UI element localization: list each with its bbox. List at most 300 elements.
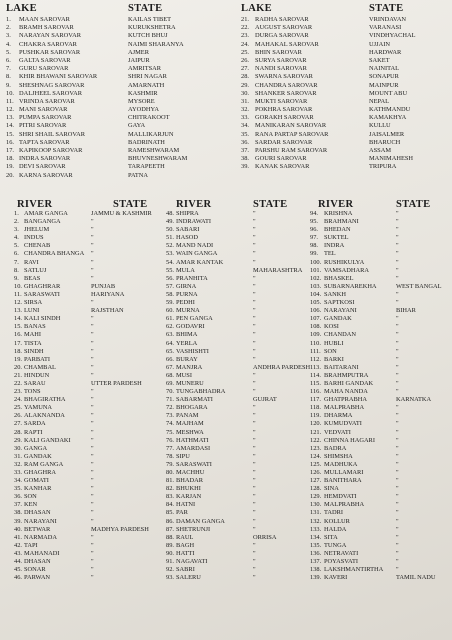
river-row-name: PURNA — [176, 290, 198, 298]
river-row-name: BHUKHI — [176, 485, 201, 493]
river-row-name: MAHA NANDA — [324, 388, 368, 396]
lake-row-no: 7. — [6, 65, 11, 73]
river-row-state: " — [253, 234, 256, 242]
lake-row-name: GOURI SAROVAR — [255, 155, 307, 163]
river-row-no: 138. — [310, 566, 322, 574]
river-row-state: " — [91, 355, 94, 363]
river-row-state: " — [396, 436, 399, 444]
river-row-state: " — [91, 485, 94, 493]
river-row-name: HASOD — [176, 234, 199, 242]
lake-row-name: KARNA SAROVAR — [19, 171, 73, 179]
lake-row-state: GAYA — [128, 122, 146, 130]
lake-state-header-right: STATE — [369, 3, 404, 14]
river-row-state: ANDHRA PARDESH — [253, 363, 311, 371]
river-row-no: 92. — [166, 566, 174, 574]
river-row-state: " — [91, 339, 94, 347]
river-row-name: SABARI — [176, 226, 200, 234]
river-row-no: 116. — [310, 388, 321, 396]
river-row-name: WAIN GANGA — [176, 250, 218, 258]
lake-row-name: TAPTA SAROVAR — [19, 138, 70, 146]
lake-row-no: 6. — [6, 56, 11, 64]
river-row-name: PARWAN — [24, 574, 51, 582]
river-row — [14, 575, 164, 583]
river-row-no: 73. — [166, 412, 174, 420]
lake-row-name: MAAN SAROVAR — [19, 16, 70, 23]
lake-row-no: 13. — [6, 114, 14, 122]
river-row-name: MALPRABHA — [324, 404, 365, 412]
river-row-name: GIRNA — [176, 282, 197, 290]
river-row-name: SANKH — [324, 290, 347, 298]
lake-row-name: KAPIKOOP SAROVAR — [19, 147, 83, 154]
river-row-name: BEAS — [24, 274, 41, 282]
river-row-no: 99. — [310, 250, 318, 258]
river-row-state: " — [253, 379, 256, 387]
lake-row-no: 5. — [6, 48, 11, 56]
river-row-no: 76. — [166, 436, 174, 444]
river-row-name: HINDUN — [24, 371, 50, 379]
river-row-name: BRAHMANI — [324, 218, 359, 226]
river-row — [166, 502, 316, 510]
river-row-no: 23. — [14, 388, 22, 396]
river-row-no: 67. — [166, 363, 174, 371]
river-row-name: SITA — [324, 533, 338, 541]
river-row-state: " — [253, 290, 256, 298]
river-row-name: KARJAN — [176, 493, 202, 501]
river-row-name: MALPRABHA — [324, 501, 365, 509]
river-row-name: RUSHIKULYA — [324, 258, 365, 266]
lake-row-state: KAILAS TIBET — [128, 16, 172, 23]
river-row-state: " — [396, 485, 399, 493]
river-row-name: GHATPRABHA — [324, 396, 367, 404]
river-row-name: SARASWATI — [24, 290, 60, 298]
river-row — [310, 575, 452, 583]
river-row-name: BAITARANI — [324, 363, 359, 371]
river-row-no: 75. — [166, 428, 174, 436]
river-row-no: 41. — [14, 533, 22, 541]
river-row-state: MAHARASHTRA — [253, 266, 303, 274]
river-row-name: YERLA — [176, 339, 198, 347]
river-row-no: 52. — [166, 242, 174, 250]
river-row-name: INDUS — [24, 234, 44, 242]
river-row-state: " — [396, 323, 399, 331]
river-list-col1 — [14, 211, 164, 583]
river-row-no: 3. — [14, 226, 19, 234]
river-row-no: 18. — [14, 347, 22, 355]
river-row-no: 72. — [166, 404, 174, 412]
river-row-no: 39. — [14, 517, 22, 525]
lake-row-no: 12. — [6, 106, 14, 114]
lake-row-no: 18. — [6, 155, 14, 163]
river-row-name: TUNGA — [324, 541, 347, 549]
lake-row-state: CHITRAKOOT — [128, 114, 170, 122]
river-row-no: 117. — [310, 396, 321, 404]
river-row-state: TAMIL NADU — [396, 574, 436, 582]
river-row-no: 43. — [14, 549, 22, 557]
river-row-state: " — [91, 234, 94, 242]
lake-row-name: SHRI SHAIL SAROVAR — [19, 130, 86, 138]
river-row-no: 7. — [14, 258, 19, 266]
river-row-no: 14. — [14, 315, 22, 323]
river-row-no: 16. — [14, 331, 22, 339]
river-row-no: 109. — [310, 331, 322, 339]
lake-row-state: SHRI NAGAR — [128, 73, 167, 81]
river-row-state: " — [396, 210, 399, 217]
lake-row-name: VRINDA SAROVAR — [19, 97, 75, 105]
river-row-state: " — [396, 444, 399, 452]
river-row-name: PEN GANGA — [176, 315, 213, 323]
river-row-no: 63. — [166, 331, 174, 339]
river-row-name: PANAM — [176, 412, 199, 420]
lake-row-no: 37. — [241, 147, 249, 154]
river-row-state: " — [396, 509, 399, 517]
lake-row-state: MAINPUR — [369, 81, 399, 89]
river-row-state: " — [91, 574, 94, 582]
river-row-no: 61. — [166, 315, 174, 323]
river-row-name: BANAS — [24, 323, 46, 331]
river-row-state: " — [253, 428, 256, 436]
lake-row-state: KASHMIR — [128, 89, 158, 97]
river-row-state: JAMMU & KASHMIR — [91, 210, 152, 217]
river-row-name: PAR — [176, 509, 188, 517]
river-row-state: " — [396, 525, 399, 533]
river-row-no: 130. — [310, 501, 322, 509]
river-row-no: 89. — [166, 541, 174, 549]
river-row-no: 77. — [166, 444, 174, 452]
lake-row-state: VRINDAVAN — [369, 16, 407, 23]
river-row-name: SINA — [324, 485, 339, 493]
river-row-state: " — [91, 436, 94, 444]
river-row-name: BHEDAN — [324, 226, 351, 234]
river-row-state: " — [91, 501, 94, 509]
river-row-state: " — [253, 323, 256, 331]
river-row-name: KUMUDVATI — [324, 420, 362, 428]
river-row-state: " — [396, 517, 399, 525]
river-row-name: GHAGHRAR — [24, 282, 61, 290]
river-row-name: SINDH — [24, 347, 44, 355]
lake-row-state: PATNA — [128, 171, 149, 179]
lake-row-name: GALTA SAROVAR — [19, 56, 71, 64]
river-row-name: SHETRUNJI — [176, 525, 211, 533]
river-row-no: 11. — [14, 290, 22, 298]
river-row-state: " — [91, 493, 94, 501]
river-row-state: " — [396, 420, 399, 428]
river-row-no: 74. — [166, 420, 174, 428]
river-row-name: BHASKEL — [324, 274, 354, 282]
river-row-name: MULLAMARI — [324, 469, 364, 476]
river-row-state: " — [91, 274, 94, 282]
river-row-name: TADRI — [324, 509, 344, 517]
river-row-no: 127. — [310, 477, 322, 485]
river-row-name: AMAR KANTAK — [176, 258, 224, 266]
river-row-no: 5. — [14, 242, 19, 250]
river-row-no: 36. — [14, 493, 22, 501]
river-row-no: 124. — [310, 452, 322, 460]
river-row-state: " — [91, 323, 94, 331]
river-row-state: " — [396, 363, 399, 371]
river-row-name: RAM GANGA — [24, 460, 64, 468]
river-row-state: " — [253, 258, 256, 266]
river-row-name: GANDAK — [324, 315, 352, 323]
river-row-name: SABRI — [176, 566, 195, 574]
river-row-state: " — [91, 469, 94, 476]
river-row-name: RAPTI — [24, 428, 43, 436]
lake-row-name: BHIN SAROVAR — [255, 48, 302, 56]
lake-row-name: BRAMH SAROVAR — [19, 24, 74, 32]
river-row-state: " — [396, 371, 399, 379]
river-header-col3: RIVER — [318, 199, 354, 210]
lake-row-state: ASSAM — [369, 147, 392, 154]
river-row-name: SUKTEL — [324, 234, 349, 242]
river-row-state: " — [91, 218, 94, 226]
river-row-state: HARIYANA — [91, 290, 125, 298]
river-row-state: " — [253, 493, 256, 501]
river-row-no: 70. — [166, 388, 174, 396]
river-row-name: MURNA — [176, 307, 200, 315]
river-row-no: 71. — [166, 396, 174, 404]
river-row-name: HUBLI — [324, 339, 344, 347]
river-row-no: 65. — [166, 347, 174, 355]
river-row-name: GANDAK — [24, 452, 52, 460]
river-row-no: 9. — [14, 274, 19, 282]
river-row-no: 90. — [166, 549, 174, 557]
lake-row-state: VARANASI — [369, 24, 402, 32]
river-row-no: 128. — [310, 485, 322, 493]
river-row-state: MADHYA PARDESH — [91, 525, 149, 533]
river-row-name: SIRSA — [24, 299, 43, 307]
river-row-no: 103. — [310, 282, 322, 290]
river-row-state: " — [396, 477, 399, 485]
lake-row-name: CHAKRA SAROVAR — [19, 40, 77, 48]
river-state-header-col3: STATE — [396, 199, 431, 210]
river-row-no: 113. — [310, 363, 321, 371]
river-row-name: KAVERI — [324, 574, 348, 582]
river-row-name: HATHMATI — [176, 436, 209, 444]
lake-row-no: 28. — [241, 73, 249, 81]
river-row-state: " — [253, 371, 256, 379]
river-row-no: 58. — [166, 290, 174, 298]
river-row-name: SAPTKOSI — [324, 299, 355, 307]
river-row-state: " — [253, 541, 256, 549]
river-row-state: " — [253, 509, 256, 517]
lake-row — [6, 173, 230, 181]
lake-row-state: AYODHYA — [128, 106, 160, 114]
river-row-state: " — [91, 517, 94, 525]
river-row-state: GUJRAT — [253, 396, 277, 404]
river-row-state: " — [91, 452, 94, 460]
river-row-state: " — [253, 210, 256, 217]
lake-row-no: 8. — [6, 73, 11, 81]
river-row-no: 48. — [166, 210, 174, 217]
river-row-state: " — [91, 226, 94, 234]
lake-row-state: UJJAIN — [369, 40, 390, 48]
river-row-no: 56. — [166, 274, 174, 282]
lake-row-state: TRIPURA — [369, 163, 397, 171]
river-row-no: 51. — [166, 234, 174, 242]
lake-row-name: CHANDRA SAROVAR — [255, 81, 318, 89]
river-row-no: 46. — [14, 574, 22, 582]
river-row-name: YAMUNA — [24, 404, 53, 412]
river-row-no: 31. — [14, 452, 22, 460]
lake-row-name: INDRA SAROVAR — [19, 155, 71, 163]
river-row-name: MAHANADI — [24, 549, 60, 557]
river-row-state: " — [396, 339, 399, 347]
river-row-no: 12. — [14, 299, 22, 307]
lake-row-name: NARAYAN SAROVAR — [19, 32, 81, 40]
river-row-no: 102. — [310, 274, 322, 282]
lake-row-state: JAIPUR — [128, 56, 150, 64]
river-row-no: 8. — [14, 266, 19, 274]
river-row-state: " — [91, 363, 94, 371]
river-row-no: 1. — [14, 210, 19, 217]
lake-row-state: RAMESHWARAM — [128, 147, 180, 154]
river-row-name: SARASWATI — [176, 460, 212, 468]
river-row-no: 81. — [166, 477, 174, 485]
river-row-state: BIHAR — [396, 307, 416, 315]
lake-row-state: BHARUCH — [369, 138, 401, 146]
lake-row-name: SHANKER SAROVAR — [255, 89, 317, 97]
river-row-state: " — [253, 412, 256, 420]
river-row-state: " — [91, 250, 94, 258]
river-row-name: KRISHNA — [324, 210, 353, 217]
river-row-state: KARNATKA — [396, 396, 432, 404]
river-row-no: 30. — [14, 444, 22, 452]
river-row-state: " — [91, 258, 94, 266]
lake-row-no: 23. — [241, 32, 249, 40]
river-row-no: 19. — [14, 355, 22, 363]
river-row-no: 17. — [14, 339, 22, 347]
river-row-no: 78. — [166, 452, 174, 460]
river-row-no: 33. — [14, 469, 22, 476]
river-row-no: 96. — [310, 226, 318, 234]
river-row-state: " — [91, 388, 94, 396]
river-row-no: 59. — [166, 299, 174, 307]
lake-row-no: 29. — [241, 81, 249, 89]
river-row-name: DAMAN GANGA — [176, 517, 225, 525]
river-row-state: " — [253, 242, 256, 250]
river-row-no: 10. — [14, 282, 22, 290]
river-row-no: 126. — [310, 469, 322, 476]
river-row-name: HATNI — [176, 501, 196, 509]
river-row-name: DHASAN — [24, 558, 51, 566]
lake-row-no: 1. — [6, 16, 11, 23]
river-row-name: TONS — [24, 388, 41, 396]
river-row-name: GODAVRI — [176, 323, 205, 331]
river-row-no: 34. — [14, 477, 22, 485]
river-row-name: AMARDASI — [176, 444, 211, 452]
lake-row-name: SARDAR SAROVAR — [255, 138, 313, 146]
river-row-state: " — [253, 477, 256, 485]
river-row-state: " — [91, 404, 94, 412]
river-row-state: " — [253, 218, 256, 226]
river-row-name: KALI GANDAKI — [24, 436, 71, 444]
lake-row-state: SAKET — [369, 56, 390, 64]
lake-row-no: 15. — [6, 130, 14, 138]
river-row-state: " — [396, 533, 399, 541]
lake-row-name: MAHAKAL SAROVAR — [255, 40, 319, 48]
lake-row-state: AJMER — [128, 48, 149, 56]
lake-row-no: 19. — [6, 163, 14, 171]
lake-row-no: 24. — [241, 40, 249, 48]
lake-row-name: RADHA SAROVAR — [255, 16, 309, 23]
river-row-state: " — [253, 331, 256, 339]
lake-row-no: 9. — [6, 81, 11, 89]
river-row-state: " — [91, 477, 94, 485]
river-row-state: " — [396, 347, 399, 355]
river-row-no: 120. — [310, 420, 322, 428]
river-row-name: PEDHI — [176, 299, 195, 307]
lake-row-no: 35. — [241, 130, 249, 138]
lake-row-name: NANDI SAROVAR — [255, 65, 307, 73]
lake-row-name: RANA PARTAP SAROVAR — [255, 130, 329, 138]
lake-row-no: 31. — [241, 97, 249, 105]
river-row-no: 95. — [310, 218, 318, 226]
river-list-col3 — [310, 211, 452, 583]
lake-row-no: 20. — [6, 171, 14, 179]
river-row-name: PARBATI — [24, 355, 51, 363]
lake-list-right — [241, 17, 451, 173]
river-row-name: TISTA — [24, 339, 42, 347]
river-row-name: RAUL — [176, 533, 194, 541]
river-row-no: 57. — [166, 282, 174, 290]
lake-row-no: 11. — [6, 97, 14, 105]
river-row-state: " — [396, 404, 399, 412]
lake-row-state: AMARNATH — [128, 81, 165, 89]
river-row-no: 86. — [166, 517, 174, 525]
river-row-state: " — [396, 218, 399, 226]
river-header-col2: RIVER — [176, 199, 212, 210]
lake-row-state: MANIMAHESH — [369, 155, 414, 163]
river-row-state: " — [253, 339, 256, 347]
river-row-no: 79. — [166, 460, 174, 468]
river-row-no: 40. — [14, 525, 22, 533]
river-row-no: 136. — [310, 549, 322, 557]
river-row-name: TUNGABHADRA — [176, 388, 226, 396]
lake-list-left — [6, 17, 230, 181]
river-row-name: MACHHU — [176, 469, 205, 476]
river-row-name: VASHISHTI — [176, 347, 209, 355]
lake-row-name: PUSHKAR SAROVAR — [19, 48, 81, 56]
lake-row-name: PITRI SAROVAR — [19, 122, 67, 130]
river-row-state: " — [91, 460, 94, 468]
lake-row-state: NEPAL — [369, 97, 390, 105]
lake-row-name: DEVI SAROVAR — [19, 163, 66, 171]
river-row-no: 106. — [310, 307, 322, 315]
lake-row-state: NAIMI SHARANYA — [128, 40, 184, 48]
river-row-no: 104. — [310, 290, 322, 298]
lake-row-no: 39. — [241, 163, 249, 171]
river-row-name: MANJRA — [176, 363, 203, 371]
lake-row-state: TARAPEETH — [128, 163, 165, 171]
river-row-state: " — [253, 501, 256, 509]
river-row-no: 4. — [14, 234, 19, 242]
river-row-state: " — [253, 452, 256, 460]
river-row-no: 45. — [14, 566, 22, 574]
river-row-name: BADRA — [324, 444, 347, 452]
river-row-name: NETRAVATI — [324, 549, 359, 557]
lake-header-left: LAKE — [6, 3, 37, 14]
river-row-state: UTTER PARDESH — [91, 379, 142, 387]
river-row-name: HEMDVATI — [324, 493, 357, 501]
river-row-state: " — [91, 315, 94, 323]
river-row-no: 27. — [14, 420, 22, 428]
river-row-no: 137. — [310, 558, 322, 566]
river-row-state: " — [253, 299, 256, 307]
river-row-state: " — [253, 347, 256, 355]
river-state-header-col2: STATE — [253, 199, 288, 210]
river-row-no: 94. — [310, 210, 318, 217]
lake-row-no: 14. — [6, 122, 14, 130]
river-row-no: 28. — [14, 428, 22, 436]
